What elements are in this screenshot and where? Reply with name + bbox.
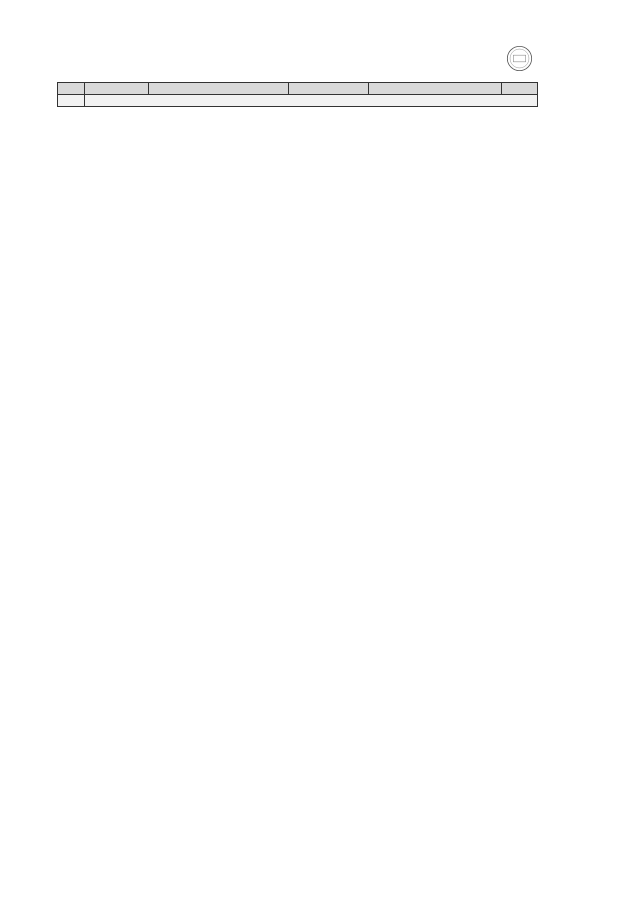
col-brand-header bbox=[369, 83, 502, 95]
medicine-table bbox=[57, 82, 538, 107]
col-medicine-header bbox=[85, 83, 149, 95]
col-mal-header bbox=[289, 83, 369, 95]
section-body bbox=[58, 95, 538, 107]
col-no-header bbox=[58, 83, 85, 95]
section-row bbox=[58, 95, 538, 107]
col-hs-header bbox=[502, 83, 538, 95]
ministry-seal-logo bbox=[506, 45, 533, 72]
col-generic-header bbox=[149, 83, 289, 95]
table-header-row bbox=[58, 83, 538, 95]
section-title bbox=[85, 95, 538, 107]
section-number bbox=[58, 95, 85, 107]
